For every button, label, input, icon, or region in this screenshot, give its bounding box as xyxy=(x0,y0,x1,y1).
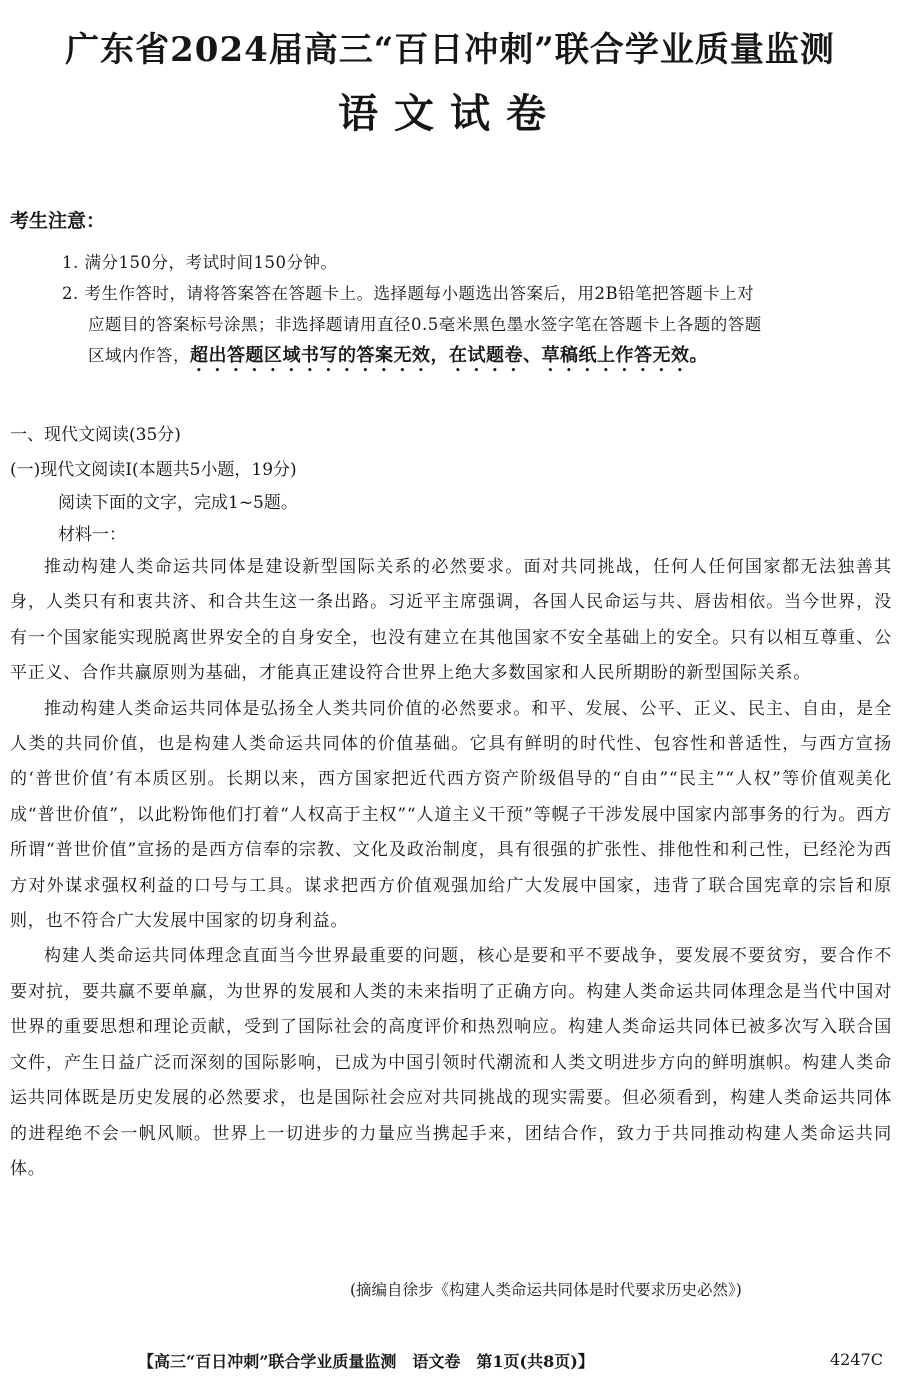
paper-code: 4247C xyxy=(830,1350,883,1369)
exam-title: 广东省2024届高三“百日冲刺”联合学业质量监测 xyxy=(65,30,835,70)
notice-item-2 xyxy=(62,278,900,376)
exam-subtitle: 语文试卷 xyxy=(338,90,562,137)
page-footer: 【高三“百日冲刺”联合学业质量监测 语文卷 第1页(共8页)】 xyxy=(138,1352,594,1371)
passage-body xyxy=(10,550,892,1187)
reading-instruction: 阅读下面的文字，完成1~5题。 xyxy=(58,493,298,513)
paragraph: 推动构建人类命运共同体是建设新型国际关系的必然要求。面对共同挑战，任何人任何国家都无法独善其身，人类只有和衷共济、和合共生这一条出路。习近平主席强调，各国人民命运与共、唇齿相依。当今世界，没有一个国家能实现脱离世界安全的自身安全，也没有建立在其他国家不安全基础上的安全。只有以相互尊重、公平正义、合作共赢原则为基础，才能真正建设符合世界上绝大多数国家和人民所期盼的新型国际关系。 xyxy=(10,557,892,684)
notice-emphasis: 超出答题区域书写的答案无效，在试题卷、草稿纸上作答无效。 xyxy=(190,345,708,366)
paragraph: 构建人类命运共同体理念直面当今世界最重要的问题，核心是要和平不要战争，要发展不要贫穷，要合作不要对抗，要共赢不要单赢，为世界的发展和人类的未来指明了正确方向。构建人类命运共同体理念是当代中国对世界的重要思想和理论贡献，受到了国际社会的高度评价和热烈响应。构建人类命运共同体已被多次写入联合国文件，产生日益广泛而深刻的国际影响，已成为中国引领时代潮流和人类文明进步方向的鲜明旗帜。构建人类命运共同体既是历史发展的必然要求，也是国际社会应对共同挑战的现实需要。但必须看到，构建人类命运共同体的进程绝不会一帆风顺。世界上一切进步的力量应当携起手来，团结合作，致力于共同推动构建人类命运共同体。 xyxy=(10,946,892,1179)
paragraph: 推动构建人类命运共同体是弘扬全人类共同价值的必然要求。和平、发展、公平、正义、民主、自由，是全人类的共同价值，也是构建人类命运共同体的价值基础。它具有鲜明的时代性、包容性和普适性，与西方宣扬的‘普世价值’有本质区别。长期以来，西方国家把近代西方资产阶级倡导的“自由”“民主”“人权”等价值观美化成“普世价值”，以此粉饰他们打着“人权高于主权”“人道主义干预”等幌子干涉发展中国家内部事务的行为。西方所谓“普世价值”宣扬的是西方信奉的宗教、文化及政治制度，具有很强的扩张性、排他性和利己性，已经沦为西方对外谋求强权利益的口号与工具。谋求把西方价值观强加给广大发展中国家，违背了联合国宪章的宗旨和原则，也不符合广大发展中国家的切身利益。 xyxy=(10,698,892,932)
notice-item-2-line-3-prefix: 区域内作答， xyxy=(88,346,190,365)
notice-heading: 考生注意： xyxy=(10,210,106,232)
material-label: 材料一： xyxy=(58,525,126,545)
notice-item-1-text: 1. 满分150分，考试时间150分钟。 xyxy=(62,253,338,272)
subsection-heading: (一)现代文阅读Ⅰ(本题共5小题，19分) xyxy=(10,460,297,480)
passage-citation: (摘编自徐步《构建人类命运共同体是时代要求历史必然》) xyxy=(350,1281,742,1299)
notice-item-1 xyxy=(62,247,900,278)
notice-item-2-line-2: 应题目的答案标号涂黑；非选择题请用直径0.5毫米黑色墨水签字笔在答题卡上各题的答题 xyxy=(88,315,762,334)
notice-item-2-line-1: 2. 考生作答时，请将答案答在答题卡上。选择题每小题选出答案后，用2B铅笔把答题卡上对 xyxy=(62,284,755,303)
section-heading: 一、现代文阅读(35分) xyxy=(10,425,181,445)
notice-item-2-line-3 xyxy=(62,340,900,376)
